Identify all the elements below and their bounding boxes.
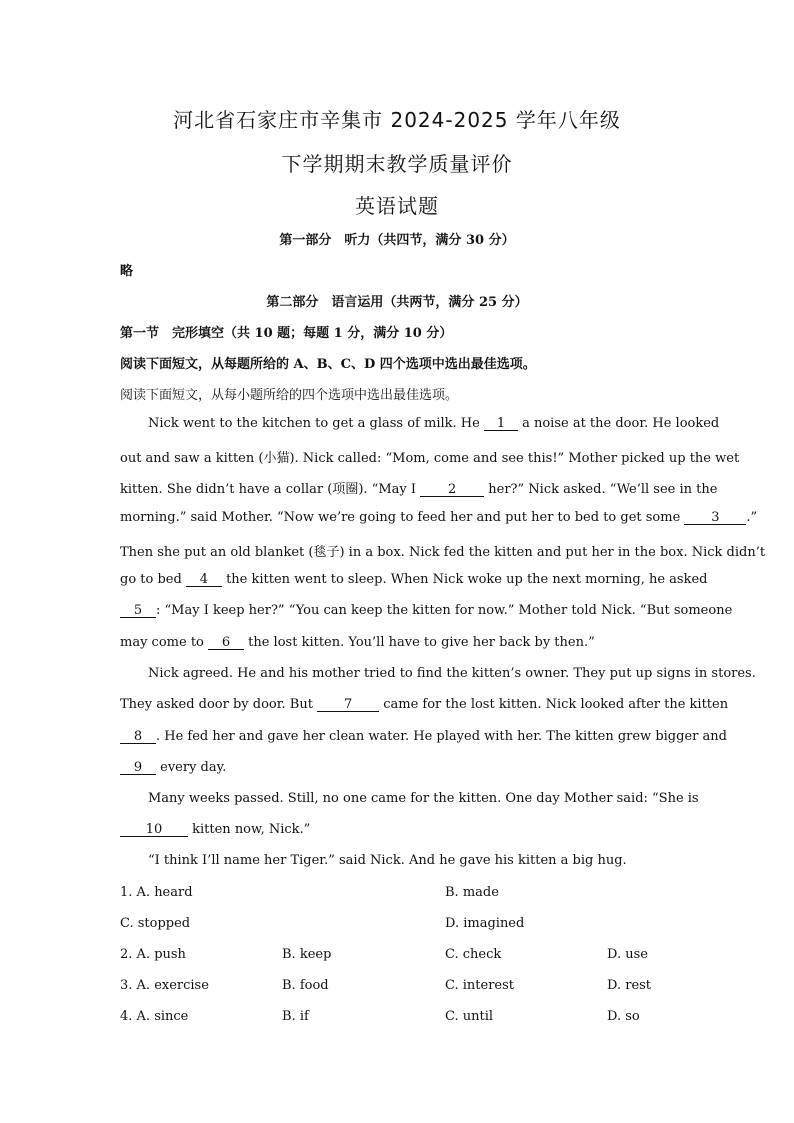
blank-9: 9 bbox=[120, 761, 156, 775]
text: morning.” said Mother. “Now we’re going to feed her and put her to bed to get some bbox=[120, 510, 685, 525]
section1-heading: 第一节 完形填空（共 10 题；每题 1 分，满分 10 分） bbox=[120, 326, 453, 341]
text: They asked door by door. But bbox=[120, 697, 318, 712]
q4-option-d: D. so bbox=[607, 1009, 640, 1024]
part1-heading: 第一部分 听力（共四节，满分 30 分） bbox=[279, 233, 515, 248]
exam-title-line3: 英语试题 bbox=[355, 194, 439, 218]
q4-option-b: B. if bbox=[282, 1009, 309, 1024]
q3-option-d: D. rest bbox=[607, 978, 652, 993]
passage-line-1 bbox=[148, 416, 720, 431]
passage-line-11 bbox=[120, 729, 727, 744]
q4-option-a: 4. A. since bbox=[120, 1009, 189, 1024]
blank-2: 2 bbox=[420, 483, 484, 497]
passage-line-5: Then she put an old blanket (毯子) in a box. Nick fed the kitten and put her in the box. Nick didn’t bbox=[120, 545, 766, 560]
q1-option-d: D. imagined bbox=[445, 916, 525, 931]
text: may come to bbox=[120, 635, 208, 650]
text: : “May I keep her?” “You can keep the kitten for now.” Mother told Nick. “But someone bbox=[156, 603, 733, 618]
blank-10: 10 bbox=[120, 823, 188, 837]
q2-option-a: 2. A. push bbox=[120, 947, 186, 962]
q1-option-b: B. made bbox=[445, 885, 499, 900]
text: the kitten went to sleep. When Nick woke up the next morning, he asked bbox=[221, 572, 708, 587]
q3-option-b: B. food bbox=[282, 978, 329, 993]
text: kitten. She didn’t have a collar (项圈). “May I bbox=[120, 482, 421, 497]
text: .” bbox=[746, 510, 758, 525]
exam-title-line2: 下学期期末教学质量评价 bbox=[281, 152, 513, 176]
blank-4: 4 bbox=[186, 573, 222, 587]
q1-option-a: 1. A. heard bbox=[120, 885, 193, 900]
text: kitten now, Nick.” bbox=[188, 822, 311, 837]
passage-line-2: out and saw a kitten (小猫). Nick called: “Mom, come and see this!” Mother picked up the wet bbox=[120, 451, 740, 466]
blank-8: 8 bbox=[120, 730, 156, 744]
passage-line-4 bbox=[120, 510, 758, 525]
passage-line-12 bbox=[120, 760, 674, 775]
q2-option-d: D. use bbox=[607, 947, 648, 962]
instruction-plain: 阅读下面短文，从每小题所给的四个选项中选出最佳选项。 bbox=[120, 388, 459, 403]
blank-7: 7 bbox=[317, 698, 379, 712]
text: Nick went to the kitchen to get a glass of milk. He bbox=[148, 416, 484, 431]
part2-heading: 第二部分 语言运用（共两节，满分 25 分） bbox=[266, 295, 528, 310]
text: go to bed bbox=[120, 572, 186, 587]
text: every day. bbox=[156, 760, 227, 775]
text: her?” Nick asked. “We’ll see in the bbox=[484, 482, 718, 497]
passage-line-13: Many weeks passed. Still, no one came for the kitten. One day Mother said: “She is bbox=[148, 791, 699, 806]
text: a noise at the door. He looked bbox=[517, 416, 720, 431]
part1-note: 略 bbox=[120, 264, 134, 279]
q3-option-a: 3. A. exercise bbox=[120, 978, 209, 993]
text: . He fed her and gave her clean water. He played with her. The kitten grew bigger and bbox=[156, 729, 727, 744]
q4-option-c: C. until bbox=[445, 1009, 494, 1024]
text: came for the lost kitten. Nick looked after the kitten bbox=[379, 697, 729, 712]
q2-option-c: C. check bbox=[445, 947, 502, 962]
passage-line-9: Nick agreed. He and his mother tried to find the kitten’s owner. They put up signs in stores. bbox=[148, 666, 756, 681]
blank-6: 6 bbox=[208, 636, 244, 650]
q2-option-b: B. keep bbox=[282, 947, 332, 962]
blank-1: 1 bbox=[484, 417, 518, 431]
text: the lost kitten. You’ll have to give her back by then.” bbox=[244, 635, 595, 650]
passage-line-14 bbox=[120, 822, 674, 837]
instruction-bold: 阅读下面短文，从每题所给的 A、B、C、D 四个选项中选出最佳选项。 bbox=[120, 357, 536, 372]
passage-line-15: “I think I’ll name her Tiger.” said Nick. And he gave his kitten a big hug. bbox=[148, 853, 627, 868]
passage-line-3 bbox=[120, 478, 718, 497]
q1-option-c: C. stopped bbox=[120, 916, 191, 931]
passage-line-10 bbox=[120, 697, 729, 712]
passage-line-7 bbox=[120, 603, 733, 618]
passage-line-8 bbox=[120, 635, 674, 650]
passage-line-6 bbox=[120, 572, 708, 587]
blank-3: 3 bbox=[684, 511, 746, 525]
exam-title-line1: 河北省石家庄市辛集市 2024-2025 学年八年级 bbox=[173, 108, 621, 132]
blank-5: 5 bbox=[120, 604, 156, 618]
q3-option-c: C. interest bbox=[445, 978, 514, 993]
